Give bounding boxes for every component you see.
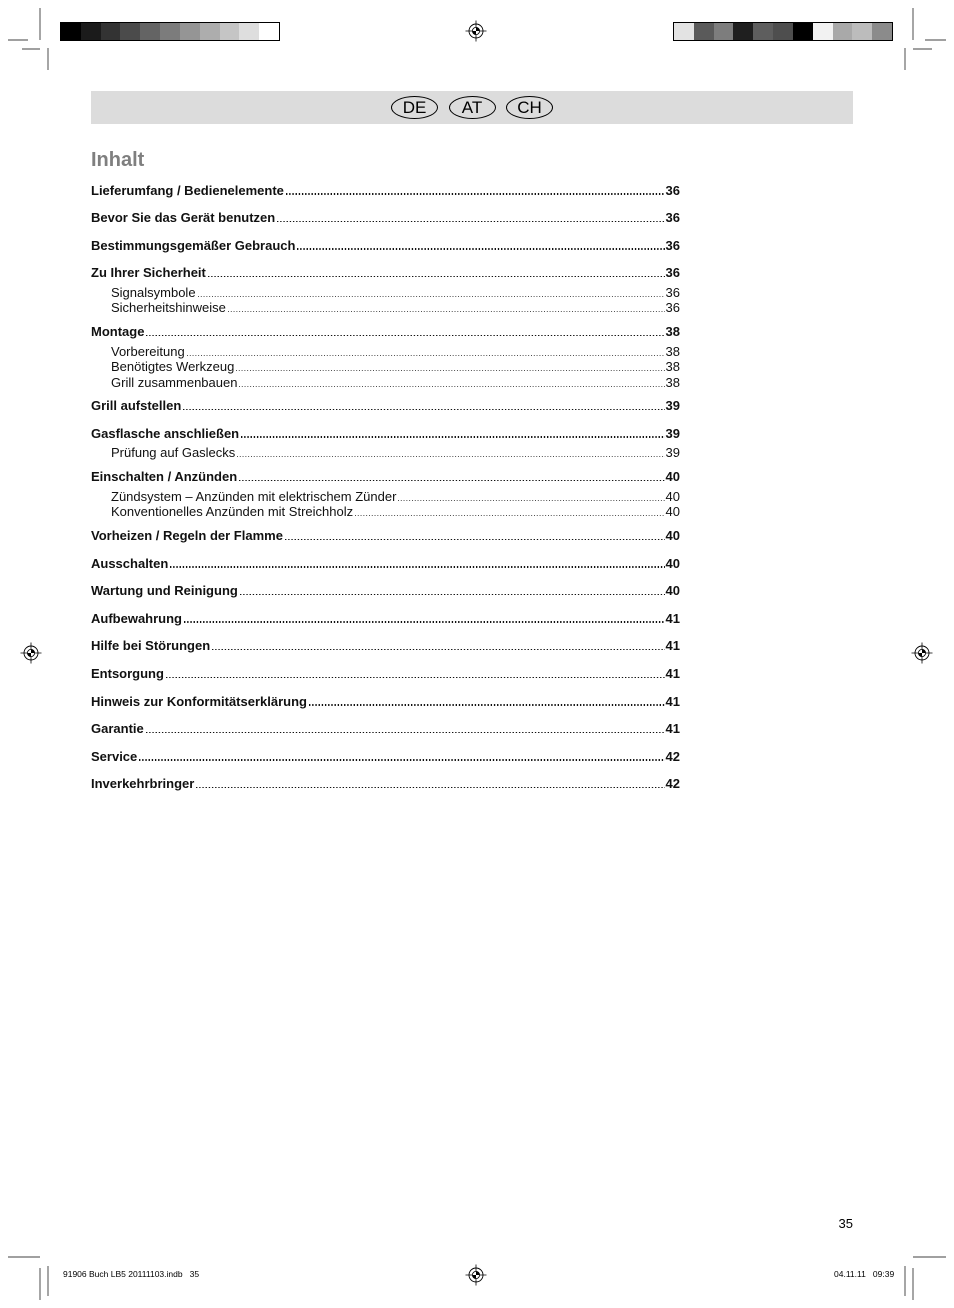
- toc-entry: [91, 749, 680, 764]
- toc-subentries: [91, 344, 680, 391]
- toc-row: [91, 721, 680, 736]
- toc-entry: [91, 694, 680, 709]
- calibration-swatch: [120, 23, 140, 40]
- toc-row: [91, 556, 680, 571]
- toc-sublabel: Konventionelles Anzünden mit Streichholz: [111, 504, 354, 520]
- toc-page-number: 36: [665, 182, 680, 198]
- toc-label: Hinweis zur Konformitätserklärung: [91, 693, 307, 709]
- toc-label: Hilfe bei Störungen: [91, 638, 211, 654]
- toc-label: Grill aufstellen: [91, 398, 182, 414]
- toc-page-number: 36: [665, 210, 680, 226]
- language-code-ch: CH: [506, 96, 553, 119]
- calibration-swatch: [694, 23, 714, 40]
- toc-subentries: [91, 489, 680, 520]
- toc-page-number: 36: [665, 300, 680, 316]
- toc-label: Entsorgung: [91, 666, 164, 682]
- toc-entry: [91, 583, 680, 598]
- toc-entry: [91, 556, 680, 571]
- toc-subrow: [91, 504, 680, 520]
- toc-row: [91, 694, 680, 709]
- toc-page-number: 39: [665, 425, 680, 441]
- toc-subrow: [91, 300, 680, 316]
- dot-leader: [184, 621, 665, 623]
- toc-entry: [91, 210, 680, 225]
- dot-leader: [398, 500, 664, 501]
- dot-leader: [277, 221, 664, 223]
- toc-sublabel: Vorbereitung: [111, 343, 185, 359]
- calibration-swatch: [833, 23, 853, 40]
- toc-page-number: 40: [665, 555, 680, 571]
- dot-leader: [212, 649, 664, 651]
- toc-subrow: [91, 344, 680, 360]
- toc-page-number: 40: [665, 488, 680, 504]
- toc-row: [91, 638, 680, 653]
- dot-leader: [239, 480, 664, 482]
- toc-page-number: 41: [665, 610, 680, 626]
- toc-page-number: 41: [665, 666, 680, 682]
- dot-leader: [208, 276, 665, 278]
- crop-marks-bottom-right: [905, 1257, 946, 1300]
- table-of-contents: [91, 183, 680, 805]
- dot-leader: [240, 594, 665, 596]
- dot-leader: [309, 704, 665, 706]
- toc-subentries: [91, 445, 680, 461]
- toc-row: [91, 749, 680, 764]
- crop-marks-bottom-left: [8, 1257, 48, 1300]
- dot-leader: [183, 409, 664, 411]
- toc-label: Bevor Sie das Gerät benutzen: [91, 210, 276, 226]
- dot-leader: [237, 456, 664, 457]
- toc-page-number: 38: [665, 343, 680, 359]
- calibration-swatch: [733, 23, 753, 40]
- slug-file-info: 91906 Buch LB5 20111103.indb 35: [63, 1269, 200, 1279]
- dot-leader: [166, 677, 665, 679]
- calibration-swatch: [200, 23, 220, 40]
- toc-label: Inverkehrbringer: [91, 776, 195, 792]
- toc-entry: [91, 469, 680, 520]
- calibration-swatch: [61, 23, 81, 40]
- toc-sublabel: Grill zusammenbauen: [111, 374, 238, 390]
- calibration-swatch: [180, 23, 200, 40]
- toc-page-number: 38: [665, 374, 680, 390]
- toc-page-number: 36: [665, 265, 680, 281]
- toc-row: [91, 210, 680, 225]
- calibration-swatch: [872, 23, 892, 40]
- toc-entry: [91, 776, 680, 791]
- toc-sublabel: Signalsymbole: [111, 284, 196, 300]
- toc-row: [91, 238, 680, 253]
- dot-leader: [198, 296, 665, 297]
- language-code-de: DE: [391, 96, 438, 119]
- dot-leader: [239, 386, 664, 387]
- toc-page-number: 41: [665, 638, 680, 654]
- toc-entry: [91, 611, 680, 626]
- toc-page-number: 41: [665, 693, 680, 709]
- calibration-swatch: [813, 23, 833, 40]
- toc-page-number: 38: [665, 324, 680, 340]
- toc-sublabel: Benötigtes Werkzeug: [111, 359, 235, 375]
- toc-row: [91, 666, 680, 681]
- dot-leader: [196, 787, 664, 789]
- toc-label: Aufbewahrung: [91, 610, 182, 626]
- toc-row: [91, 183, 680, 198]
- toc-label: Lieferumfang / Bedienelemente: [91, 182, 284, 198]
- toc-subrow: [91, 375, 680, 391]
- toc-page-number: 42: [665, 748, 680, 764]
- calibration-bar-right: [673, 22, 893, 41]
- toc-page-number: 38: [665, 359, 680, 375]
- calibration-swatch: [714, 23, 734, 40]
- calibration-swatch: [259, 23, 279, 40]
- toc-entry: [91, 721, 680, 736]
- page-number: 35: [838, 1216, 853, 1231]
- toc-subrow: [91, 489, 680, 505]
- registration-mark-icon: [466, 1265, 487, 1286]
- toc-row: [91, 265, 680, 280]
- toc-page-number: 36: [665, 237, 680, 253]
- toc-label: Garantie: [91, 721, 144, 737]
- toc-row: [91, 426, 680, 441]
- toc-sublabel: Sicherheitshinweise: [111, 300, 226, 316]
- dot-leader: [355, 515, 664, 516]
- toc-row: [91, 469, 680, 484]
- dot-leader: [146, 335, 664, 337]
- dot-leader: [187, 355, 665, 356]
- toc-entry: [91, 528, 680, 543]
- toc-entry: [91, 666, 680, 681]
- calibration-swatch: [674, 23, 694, 40]
- toc-label: Einschalten / Anzünden: [91, 469, 238, 485]
- toc-label: Wartung und Reinigung: [91, 583, 238, 599]
- toc-sublabel: Zündsystem – Anzünden mit elektrischem Zünder: [111, 488, 397, 504]
- toc-row: [91, 583, 680, 598]
- toc-entry: [91, 324, 680, 390]
- language-code-at: AT: [449, 96, 496, 119]
- calibration-bar-left: [60, 22, 280, 41]
- toc-page-number: 40: [665, 528, 680, 544]
- toc-label: Montage: [91, 324, 145, 340]
- dot-leader: [286, 193, 665, 195]
- toc-page-number: 39: [665, 445, 680, 461]
- slug-date-time: 04.11.11 09:39: [834, 1269, 895, 1279]
- dot-leader: [297, 248, 664, 250]
- toc-label: Bestimmungsgemäßer Gebrauch: [91, 237, 296, 253]
- page-title: Inhalt: [91, 149, 145, 171]
- toc-page-number: 39: [665, 398, 680, 414]
- toc-row: [91, 398, 680, 413]
- toc-page-number: 40: [665, 504, 680, 520]
- dot-leader: [285, 539, 665, 541]
- toc-row: [91, 528, 680, 543]
- registration-mark-icon: [466, 21, 487, 42]
- toc-subrow: [91, 445, 680, 461]
- toc-subrow: [91, 285, 680, 301]
- calibration-swatch: [753, 23, 773, 40]
- registration-mark-icon: [21, 643, 42, 664]
- crop-marks-top-right: [905, 8, 946, 70]
- dot-leader: [241, 436, 664, 438]
- toc-entry: [91, 183, 680, 198]
- toc-row: [91, 324, 680, 339]
- calibration-swatch: [81, 23, 101, 40]
- dot-leader: [139, 759, 664, 761]
- language-banner: [91, 91, 853, 124]
- dot-leader: [236, 370, 664, 371]
- calibration-swatch: [160, 23, 180, 40]
- toc-entry: [91, 426, 680, 461]
- calibration-swatch: [793, 23, 813, 40]
- toc-row: [91, 611, 680, 626]
- toc-label: Gasflasche anschließen: [91, 425, 240, 441]
- dot-leader: [228, 311, 665, 312]
- toc-subentries: [91, 285, 680, 316]
- calibration-swatch: [773, 23, 793, 40]
- toc-page-number: 40: [665, 583, 680, 599]
- toc-label: Vorheizen / Regeln der Flamme: [91, 528, 283, 544]
- toc-entry: [91, 398, 680, 413]
- registration-mark-icon: [912, 643, 933, 664]
- toc-page-number: 41: [665, 721, 680, 737]
- toc-page-number: 36: [665, 284, 680, 300]
- toc-entry: [91, 265, 680, 316]
- toc-row: [91, 776, 680, 791]
- calibration-swatch: [101, 23, 121, 40]
- calibration-swatch: [220, 23, 240, 40]
- crop-marks-top-left: [8, 8, 48, 70]
- dot-leader: [146, 732, 665, 734]
- toc-label: Service: [91, 748, 138, 764]
- toc-entry: [91, 638, 680, 653]
- toc-label: Ausschalten: [91, 555, 169, 571]
- dot-leader: [170, 566, 664, 568]
- toc-subrow: [91, 359, 680, 375]
- language-codes: [391, 96, 553, 119]
- calibration-swatch: [852, 23, 872, 40]
- calibration-swatch: [239, 23, 259, 40]
- toc-sublabel: Prüfung auf Gaslecks: [111, 445, 236, 461]
- toc-page-number: 40: [665, 469, 680, 485]
- toc-page-number: 42: [665, 776, 680, 792]
- toc-label: Zu Ihrer Sicherheit: [91, 265, 206, 281]
- toc-entry: [91, 238, 680, 253]
- calibration-swatch: [140, 23, 160, 40]
